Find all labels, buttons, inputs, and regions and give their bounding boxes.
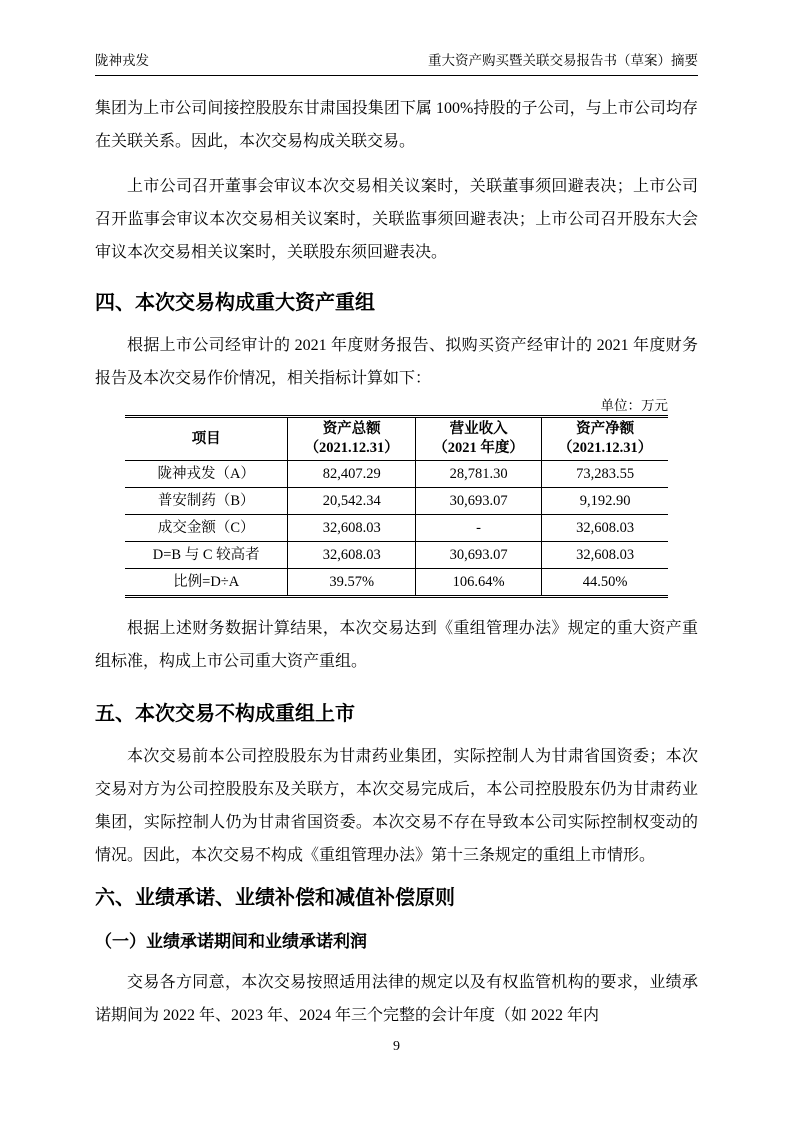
page-number: 9 [393,1039,400,1054]
table-unit-note: 单位：万元 [600,398,668,413]
row-label: 陇神戎发（A） [125,461,288,488]
cell-value: 32,608.03 [288,542,416,569]
cell-value: 39.57% [288,569,416,597]
row-label: 比例=D÷A [125,569,288,597]
cell-value: 9,192.90 [542,488,668,515]
cell-value: 32,608.03 [288,515,416,542]
cell-value: 32,608.03 [542,515,668,542]
paragraph-voting-avoidance: 上市公司召开董事会审议本次交易相关议案时，关联董事须回避表决；上市公司召开监事会审议本次交易相关议案时，关联监事须回避表决；上市公司召开股东大会审议本次交易相关议案时，关联股东须回避表决。 [95,178,698,261]
cell-value: 30,693.07 [415,542,541,569]
section-6-paragraph: 交易各方同意，本次交易按照适用法律的规定以及有权监管机构的要求，业绩承诺期间为 2022 年、2023 年、2024 年三个完整的会计年度（如 2022 年内 [95,974,698,1024]
cell-value: 20,542.34 [288,488,416,515]
col-header-operating-revenue: 营业收入 （2021 年度） [415,417,541,461]
header-company-name: 陇神戎发 [95,53,149,68]
financial-indicators-table [125,415,668,598]
section-5-paragraph: 本次交易前本公司控股股东为甘肃药业集团，实际控制人为甘肃省国资委；本次交易对方为公司控股股东及关联方，本次交易完成后，本公司控股股东仍为甘肃药业集团，实际控制人仍为甘肃省国资委。本次交易不存在导致本公司实际控制权变动的情况。因此，本次交易不构成《重组管理办法》第十三条规定的重组上市情形。 [95,748,698,864]
section-4-heading: 四、本次交易构成重大资产重组 [95,292,375,314]
header-document-title: 重大资产购买暨关联交易报告书（草案）摘要 [428,53,698,68]
cell-value: 44.50% [542,569,668,597]
cell-value: 73,283.55 [542,461,668,488]
col-header-net-assets: 资产净额 （2021.12.31） [542,417,668,461]
col-header-item: 项目 [125,417,288,461]
cell-value: 28,781.30 [415,461,541,488]
cell-value: 32,608.03 [542,542,668,569]
row-label: D=B 与 C 较高者 [125,542,288,569]
section-4-intro-paragraph: 根据上市公司经审计的 2021 年度财务报告、拟购买资产经审计的 2021 年度财务报告及本次交易作价情况，相关指标计算如下： [95,337,698,387]
section-5-heading: 五、本次交易不构成重组上市 [95,703,355,725]
table-row-ratio [125,569,668,597]
cell-value: 106.64% [415,569,541,597]
table-row-longshen [125,461,668,488]
section-6-heading: 六、业绩承诺、业绩补偿和减值补偿原则 [95,887,455,909]
col-header-total-assets: 资产总额 （2021.12.31） [288,417,416,461]
row-label: 成交金额（C） [125,515,288,542]
row-label: 普安制药（B） [125,488,288,515]
table-row-higher-of-b-c [125,542,668,569]
section-6-sub-1-heading: （一）业绩承诺期间和业绩承诺利润 [95,932,367,951]
running-header [95,0,698,76]
financial-table-block [125,397,668,598]
cell-value: - [415,515,541,542]
table-row-deal-amount [125,515,668,542]
table-header-row [125,417,668,461]
table-row-puan [125,488,668,515]
cell-value: 30,693.07 [415,488,541,515]
cell-value: 82,407.29 [288,461,416,488]
paragraph-related-transaction-continued: 集团为上市公司间接控股股东甘肃国投集团下属 100%持股的子公司，与上市公司均存在关联关系。因此，本次交易构成关联交易。 [95,100,698,150]
section-4-conclusion-paragraph: 根据上述财务数据计算结果，本次交易达到《重组管理办法》规定的重大资产重组标准，构成上市公司重大资产重组。 [95,620,698,670]
